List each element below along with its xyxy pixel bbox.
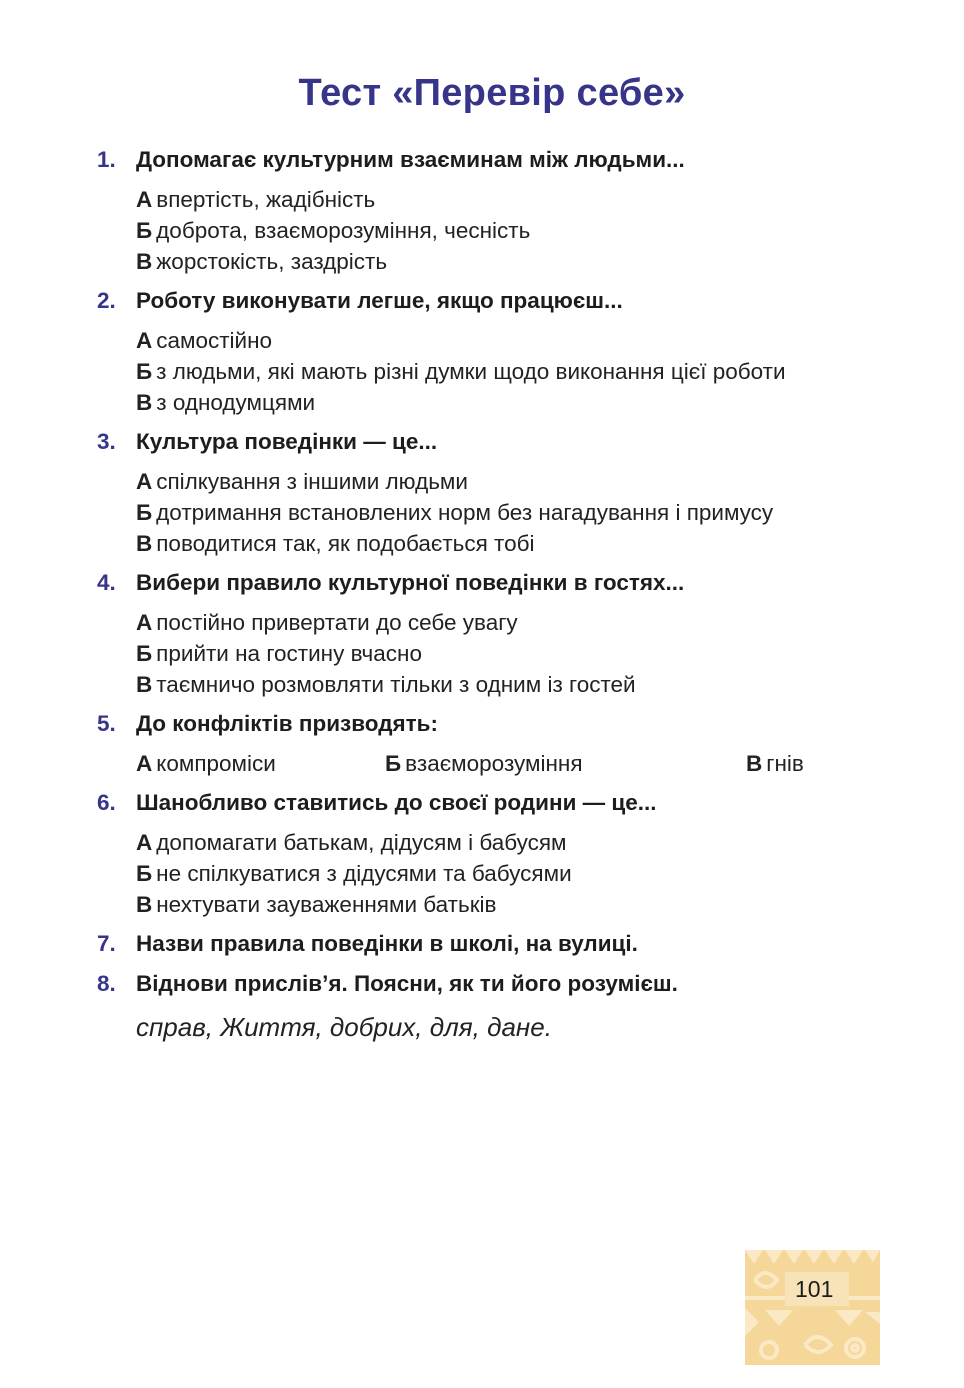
option-2c: В з однодумцями <box>136 390 316 415</box>
question-text: Шанобливо ставитись до своєї родини — це... <box>136 790 657 815</box>
option-3b: Б дотримання встановлених норм без нагадування і примусу <box>136 500 774 525</box>
question-text: До конфліктів призводять: <box>136 711 438 736</box>
question-1 <box>97 146 937 174</box>
question-number: 1. <box>97 147 116 172</box>
question-text: Віднови прислів’я. Поясни, як ти його розумієш. <box>136 971 678 996</box>
question-8 <box>97 970 937 998</box>
option-1b: Б доброта, взаєморозуміння, чесність <box>136 218 531 243</box>
question-number: 6. <box>97 790 116 815</box>
question-text: Допомагає культурним взаєминам між людьми... <box>136 147 685 172</box>
question-number: 3. <box>97 429 116 454</box>
option-6b: Б не спілкуватися з дідусями та бабусями <box>136 861 572 886</box>
question-7 <box>97 930 937 958</box>
option-6c: В нехтувати зауваженнями батьків <box>136 892 497 917</box>
option-2b: Б з людьми, які мають різні думки щодо виконання цієї роботи <box>136 359 786 384</box>
question-text: Роботу виконувати легше, якщо працюєш... <box>136 288 623 313</box>
question-5 <box>97 710 937 738</box>
option-5a: А компроміси <box>136 751 276 776</box>
ornament-pattern-icon <box>745 1250 880 1365</box>
page-title: Тест «Перевір себе» <box>298 72 686 114</box>
option-4a: А постійно привертати до себе увагу <box>136 610 518 635</box>
option-5c: В гнів <box>746 751 804 776</box>
question-number: 4. <box>97 570 116 595</box>
page-number: 101 <box>795 1276 834 1302</box>
question-number: 5. <box>97 711 116 736</box>
page-ornament <box>745 1250 880 1365</box>
option-3c: В поводитися так, як подобається тобі <box>136 531 535 556</box>
question-number: 8. <box>97 971 116 996</box>
question-text: Культура поведінки — це... <box>136 429 438 454</box>
question-text: Назви правила поведінки в школі, на вулиці. <box>136 931 638 956</box>
question-4 <box>97 569 937 597</box>
option-6a: А допомагати батькам, дідусям і бабусям <box>136 830 567 855</box>
question-2 <box>97 287 937 315</box>
question-6 <box>97 789 937 817</box>
option-1c: В жорстокість, заздрість <box>136 249 388 274</box>
option-3a: А спілкування з іншими людьми <box>136 469 468 494</box>
question-number: 2. <box>97 288 116 313</box>
question-3 <box>97 428 937 456</box>
option-5b: Б взаєморозуміння <box>385 751 583 776</box>
option-2a: А самостійно <box>136 328 273 353</box>
option-1a: А впертість, жадібність <box>136 187 376 212</box>
option-4c: В таємничо розмовляти тільки з одним із гостей <box>136 672 636 697</box>
question-text: Вибери правило культурної поведінки в гостях... <box>136 570 685 595</box>
scrambled-proverb: справ, Життя, добрих, для, дане. <box>136 1012 552 1042</box>
option-4b: Б прийти на гостину вчасно <box>136 641 422 666</box>
question-number: 7. <box>97 931 116 956</box>
